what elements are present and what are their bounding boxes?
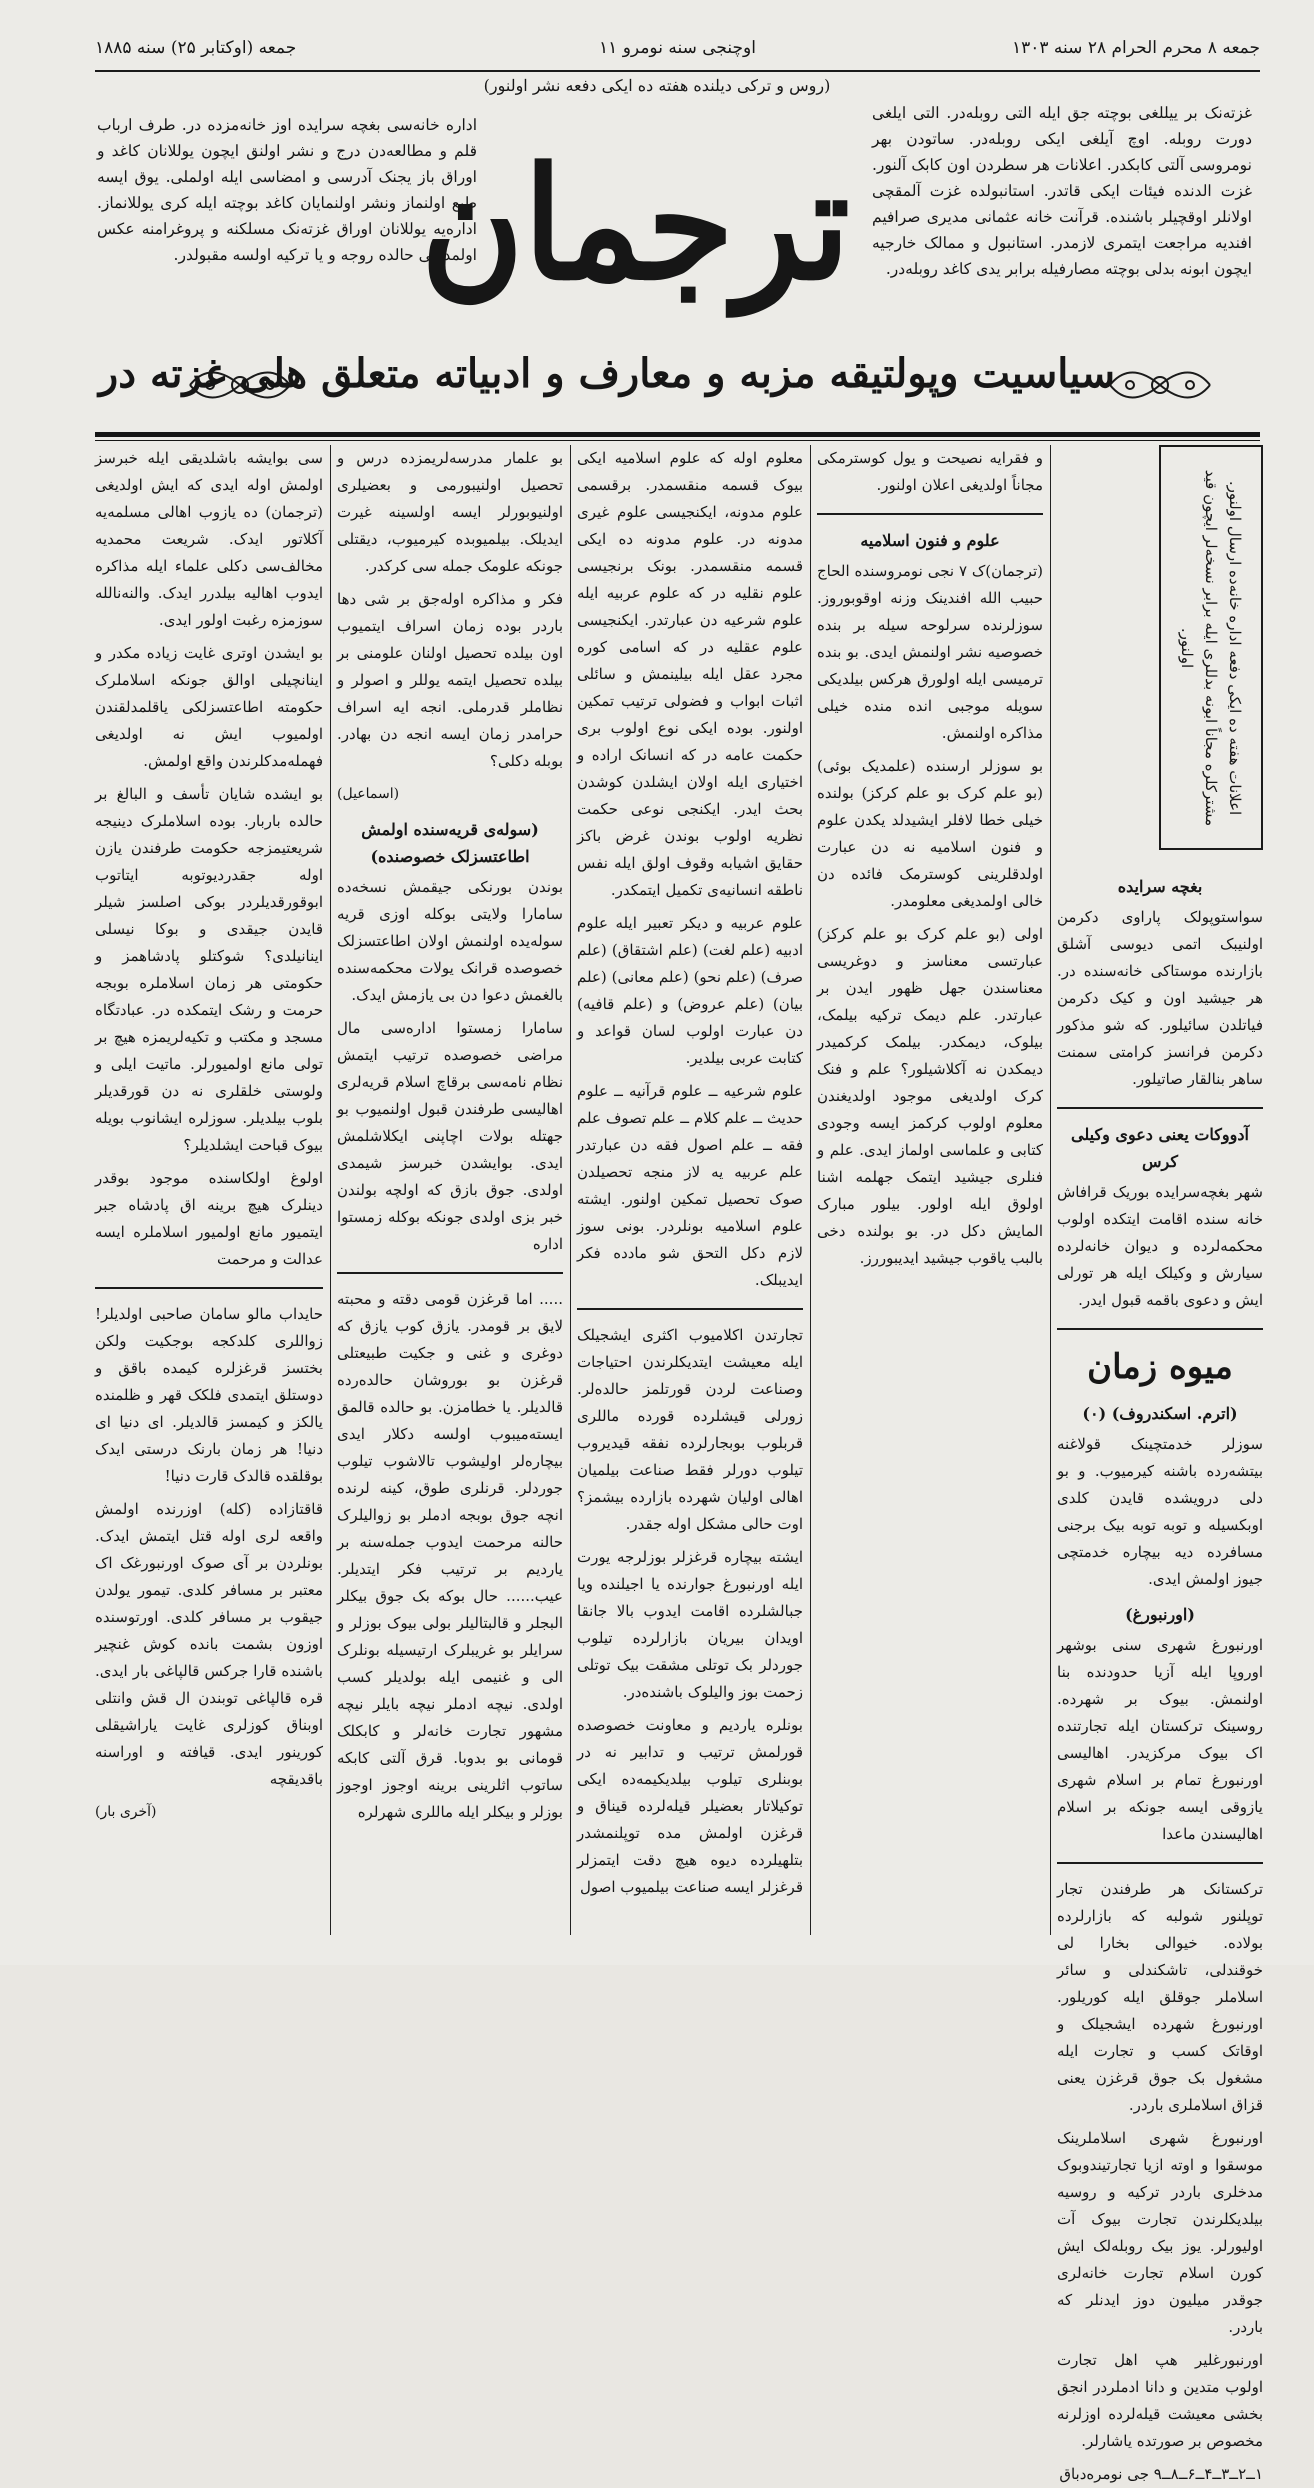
section-separator xyxy=(1057,1862,1263,1864)
article-paragraph: معلوم اوله که علوم اسلامیه ایکی بیوک قسمه منقسمدر. برقسمی علوم مدونه، ایکنجیسی علوم غیری مدونه در. علوم مدونه ده ایکی قسمه منقسمدر. بونک برنجیسی علوم نقلیه در که علوم عربیه ایله علوم شرعیه دن عبارتدر. ایکنجیسی علوم عقلیه در که اسامی کوره مجرد عقل ایله بیلینمش و سائلی اثبات ابواب و فضولی ترتیب تمکین اولنور. بوده ایکی نوع اولوب بری حکمت عامه در که انسانک اراده و اختیاری ایله اولان ایشلدن کوشدن بحث ایدر. ایکنجی نوعی حکمت نظریه اولوب بوندن غرض باکز حقایق اشیابه وقوف اولق ایله نفس ناطقه انسانیه‌ی تکمیل ایتمکدر. xyxy=(577,449,803,899)
article-signature: (آخری بار) xyxy=(95,1804,157,1820)
issue-number: اوچنجی سنه نومرو ۱۱ xyxy=(599,38,756,58)
article-paragraph: بو سوزلر ارسنده (علمدیک بوئی) (بو علم کرک بو علم کرکز) بولنده خیلی خطا لافلر ایشیدلد یکدن علوم و فنون اسلامیه نه دن عبارت اولدقلرینی کوسترمک فائده دن خالی اولمدیغی معلومدر. xyxy=(817,757,1043,910)
side-notice-text: اعلانات هفته ده ایکی دفعه اداره خانه‌ده ارسال اولنور. مشترکلره مجاناً ابونه بدللری ایله برابر نسخه‌لر ایچون قید اولنور. xyxy=(1178,469,1244,826)
article-paragraph: و فقرایه نصیحت و یول کوسترمکی مجاناً اولدیغی اعلان اولنور. xyxy=(817,449,1043,494)
section-heading: (اترم. اسکندروف) (۰) xyxy=(1082,1404,1238,1423)
administration-notice: اداره خانه‌سی بغچه سرایده اوز خانه‌مزده در. طرف ارباب قلم و مطالعه‌دن درج و نشر اولنق ایچون یوللانان کاغد و اوراق باز یجنک آدرسی و امضاسی ایله اولملی. یوق ایسه طبع اولنماز ونشر اولنمایان کاغد بوچته ایله کری یوللانماز. اداره‌یه یوللانان اوراق غزته‌نک مسلکنه و پروغرامنه عکس اولمدیغی حالده روجه و یا ترکیه اولسه مقبولدر. xyxy=(97,116,477,264)
section-separator xyxy=(1057,1107,1263,1109)
column-divider xyxy=(1050,445,1051,1935)
masthead-rule xyxy=(95,432,1260,437)
article-paragraph: بوندن بورنکی جیقمش نسخه‌ده سامارا ولایتی بوکله اوزی قریه سوله‌یده اولنمش اولان اطاعتسزلک خصوصده قرانک یولات محکمه‌سنده بالغمش دعوا دن بی یازمش ایدک. xyxy=(337,878,563,1004)
article-paragraph: ..... اما قرغزن قومی دقته و محبته لایق بر قومدر. یازق کوب یازق که دوغری و غنی و جکیت طبیعتلی قرغزن بو بوروشان حالده‌رده قالدیلر. یا خطامزن. بو حالده قالمق ایسته‌میبوب اولسه دکلار ایدی بیچاره‌لر اولیشوب تالاشوب تیلوب جوردلر. قرنلری طوق، کینه لرنده انچه جوق بوبجه ادملر بو زوالیلرک حالنه مرحمت ایدوب جمله‌سنه بر یاردیم بر ترتیب فکر ایتدیلر. عیب...... حال بوکه بک جوق بیکلر البجلر و قالبتالیلر بولی بیوک بوزلر و سرایلر بو غریبلرک ارتیسیله بونلرک الی و غنیمی ایله بولدیلر کسب اولدی. نیچه ادملر نیچه بایلر نیچه مشهور تجارت خانه‌لر و کابکلک قومانی بو بدوبا. قرق آلتی کابکه ساتوب اثلرینی برینه اوجوز اوجوز بوزلر و بیکلر ایله ماللری شهرلره xyxy=(337,1290,563,1821)
section-heading: بغچه سرایده xyxy=(1117,877,1203,896)
article-paragraph: سواستوپولک پاراوی دکرمن اولنیبک اتمی دیوسی آشلق بازارنده موستاکی خانه‌سنده در. هر جیشید اون و کیک دکرمن فیاتلدن سائیلور. که شو مذکور دکرمن فرانسز کرامتی سمنت ساهر بنالقار صاتیلور. xyxy=(1057,908,1263,1088)
header-bar xyxy=(95,30,1260,72)
section-heading: آدووکات یعنی دعوی وکیلی کرس xyxy=(1071,1125,1249,1171)
column-divider xyxy=(330,445,331,1935)
article-paragraph: اورنبورغ شهری اسلاملرینک موسقوا و اوته ازیا تجارتیندوبوک مدخلری باردر ترکیه و روسیه بیلدیکلرندن تجارت بیوک آت اولیورلر. یوز بیک روبله‌لک ایش کورن اسلام تجارت خانه‌لری جوقدر میلیون دوز ایدنلر که باردر. xyxy=(1057,2129,1263,2336)
article-paragraph: بو ایشده شایان تأسف و البالغ بر حالده باربار. بوده اسلاملرک دینیجه شریعتیمزجه حکومت طرفندن یازن اوله جقدردیوتوبه ایتاتوب ابوقورقدیلردر بوکی اصلسز شیلر قایدن جیقدی و بوکا نیسلی اینانیلدی؟ شوکتلو پادشاهمز و حکومتی هر زمان اسلاملره بوبجه حرمت و رشک ایتمکده در. عبادتگاه مسجد و مکتب و تکیه‌لریمزه هیچ بر تولی مانع اولمیورلر. ماتیت ایلی و ولوستی خلقلری نه دن قورقدیلر بلوب بیلدیلر. سوزلره ایشانوب بویله بیوک قباحت ایشلدیلر؟ xyxy=(95,785,323,1154)
article-paragraph: ترکستانک هر طرفندن تجار توپلنور شولبه که بازارلرده بولاده. خیوالی بخارا لی خوقندلی، تاشکندلی و سائر اسلاملر جوقلق ایله کوریلور. اورنبورغ شهرده ایشجیلک و اوقاتک کسب و تجارت ایله مشغول بک جوق قرغزن یعنی قزاق اسلاملری باردر. xyxy=(1057,1880,1263,2114)
right-ornament-icon xyxy=(1100,355,1220,415)
column-divider xyxy=(810,445,811,1935)
article-paragraph: تجارتدن اکلامیوب اکثری ایشجیلک ایله معیشت ایتدیکلرندن احتیاجات وصناعت لردن قورتلمز حالده‌لر. زورلی قیشلرده قورده ماللری قربلوب بوبجارلرده نفقه قیدیروب تیلوب دورلر فقط صناعت بیلمیان اهالی اولیان شهرده بازارده بیشمز؟ اوت حالی مشکل اوله جقدر. xyxy=(577,1326,803,1533)
masthead-title: ترجمان xyxy=(420,134,850,316)
section-heading: (اورنبورغ) xyxy=(1125,1605,1195,1624)
publication-frequency: (روس و ترکی دیلنده هفته ده ایکی دفعه نشر اولنور) xyxy=(483,76,831,95)
section-separator xyxy=(337,1272,563,1274)
article-paragraph: حایداب مالو سامان صاحبی اولدیلر! زواللری کلدکجه بوجکیت ولکن بختسز قرغزلره کیمده باقق و دوستلق ایتمدی فلکک قهر و ظلمنده یالکز و کیمسز قالدیلر. ای دنیا ای دنیا! هر زمان بارنک درستی ایدک بوقلقده قالدک قارت دنیا! xyxy=(95,1305,323,1485)
column-divider xyxy=(570,445,571,1935)
column-2 xyxy=(577,445,803,1935)
article-paragraph: اورنبورغلیر هپ اهل تجارت اولوب متدین و دانا ادملردر انجق بخشی معیشت قیله‌لرده اوزلرنه مخصوص بر صورتده یاشارلر. xyxy=(1057,2351,1263,2450)
article-paragraph: اورنبورغ شهری سنی بوشهر اوروپا ایله آزیا حدودنده بنا اولنمش. بیوک بر شهرده. روسینک ترکستان ایله تجارتنده اک بیوک مرکزیدر. اهالیسی اورنبورغ تمام بر اسلام شهری یازوقی ایسه جونکه بر اسلام اهالیسندن ماعدا xyxy=(1057,1636,1263,1843)
article-columns xyxy=(95,445,1263,2483)
article-paragraph: سی بوایشه باشلدیقی ایله خبرسز اولمش اوله ایدی که ایش اولدیغی (ترجمان) ده یازوب اهالی مسلمه‌یه آکلاتور ایدک. شریعت محمدیه مخالف‌سی دکلی علماء ایله مذاکره ایدوب اهالیه بیلدرر ایدک. والنه‌نالله سوزمزه رغبت اولور ایدی. xyxy=(95,449,323,629)
article-paragraph: شهر بغچه‌سرایده بوریک قرافاش خانه سنده اقامت ایتکده اولوب محکمه‌لرده و دیوان خانه‌لرده سیارش و وکیلک ایله هر تورلی ایش و دعوی باقمه قبول ایدر. xyxy=(1057,1183,1263,1309)
article-paragraph: بونلره یاردیم و معاونت خصوصده قورلمش ترتیب و تدابیر نه در بوبنلری تیلوب بیلدیکیمه‌ده ایکی توکیلاتار بعضیلر قیله‌لرده قیناق و قرغزن اولمش مده توپلنمشدر بتلهیلرده دیوه هیچ دقت ایتمزلر قرغزلر ایسه صناعت بیلمیوب اصول xyxy=(577,1716,803,1896)
article-paragraph: بو ایشدن اوتری غایت زیاده مکدر و اینانچیلی اوالق جونکه اسلاملرک حکومته اطاعتسزلکی یاقلمدلقندن اولمیوب ایش نه اولدیغی فهمله‌مدکلرندن واقع اولمش. xyxy=(95,644,323,770)
section-separator xyxy=(577,1308,803,1310)
hijri-date: جمعه ۸ محرم الحرام ۲۸ سنه ۱۳۰۳ xyxy=(1012,38,1260,58)
column-3 xyxy=(337,445,563,1935)
article-paragraph: اولی (بو علم کرک بو علم کرکز) عبارتسی معناسز و دوغریسی معناسندن جهل ظهور ایدن بر عبارتدر. علم دیمک ترکیه بیلمک، بیلوک، دیمکدر. بیلمک کرکمیدر دیمکدن نه آکلاشیلور؟ علم و فنک کرک اولدیغی موجود اولدیغندن معلوم اولوب کرکمز ایسه وجودی کتابی و علماسی اولماز ایدی. علم و فنلری جیشید ایتمک جهلمه اشنا اولوق ایله اولور. بیلور مبارک المایش دکل در. بو بولنده دخی بالبب یاقوب جیشید ایدیبوررز. xyxy=(817,925,1043,1267)
article-paragraph: فکر و مذاکره اوله‌جق بر شی دها باردر بوده زمان اسراف ایتمیوب اون بیلده تحصیل اولنان علومنی بر بیلده تحصیل ایتمه یوللر و اصولر و نظاملر قدرملی. انجه ایه اسراف حرامدر زمان ایسه انجه دن بهادر. بوبله دکلی؟ xyxy=(337,590,563,770)
section-separator xyxy=(1057,1328,1263,1330)
masthead-tagline: سیاسیت وپولتیقه مزبه و معارف و ادبیاته متعلق هلی غزته در xyxy=(98,350,1115,397)
masthead xyxy=(420,120,850,330)
article-paragraph: سامارا زمستوا اداره‌سی مال مراضی خصوصده ترتیب ایتمش نظام نامه‌سی برقاچ اسلام قریه‌لری اهالیسی طرفندن قبول اولنمیوب بو جهتله بولات اچاپنی ایکلاشلمش ایدی. بوایشدن خبرسز شیمدی اولدی. جوق بازق که اولچه بولندن خبر بزی اولدی جونکه بوکله زمستوا اداره xyxy=(337,1019,563,1253)
section-separator xyxy=(817,513,1043,515)
section-separator xyxy=(95,1287,323,1289)
article-paragraph: علوم عربیه و دیکر تعبیر ایله علوم ادبیه (علم لغت) (علم اشتقاق) (علم صرف) (علم نحو) (علم معانی) (علم بیان) (علم عروض) و (علم قافیه) دن عبارت اولوب لسان قواعد و کتابت عربی بیلدیر. xyxy=(577,914,803,1067)
column-1 xyxy=(817,445,1043,1935)
article-paragraph: علوم شرعیه ــ علوم قرآنیه ــ علوم حدیث ــ علم کلام ــ علم تصوف علم فقه ــ علم اصول فقه دن عبارتدر علم عربیه یه لاز منجه تحصیلدن صوک تحصیل تمکین اولنور. ایشته علوم اسلامیه بونلردر. بونی سوز لازم دکل التحق شو مادده فکر ایدیبلک. xyxy=(577,1082,803,1289)
section-heading: (سوله‌ی قریه‌سنده اولمش اطاعتسزلک خصوصنده) xyxy=(361,820,539,866)
article-paragraph: سوزلر خدمتچینک قولاغنه بیتشه‌رده باشنه کیرمیوب. و بو دلی درویشده قایدن کلدی اوبکسیله و توبه توبه بیک برجنی مسافرده دیه بیچاره خدمتچی جیوز اولمش ایدی. xyxy=(1057,1435,1263,1588)
masthead-rule-thin xyxy=(95,440,1260,441)
article-paragraph: قاقتازاده (کله) اوزرنده اولمش واقعه لری اوله قتل ایتمش ایدک. بونلردن بر آی صوک اورنبورغک اک معتبر بر مسافر کلدی. تیمور یولدن جیقوب بر مسافر کلدی. اورتوسنده اوزون بشمت بانده کوش غنچیر باشنده قارا جرکس قالپاغی بار ایدی. قره قالپاغی توبندن ال قش وانتلی اوبناق کوزلری غایت یاراشیقلی کورینور ایدی. قیافته و اوراسنه باقدیقچه xyxy=(95,1500,323,1788)
article-paragraph: ایشته بیچاره قرغزلر بوزلرجه یورت ایله اورنبورغ جوارنده یا اجیلنده ویا جبالشلرده اقامت ایدوب بالا جانقا اویدان بیریان بازارلرده تیلوب جوردلر بک توتلی مشقت بیک توتلی زحمت بوز والیلوک باشنده‌در. xyxy=(577,1548,803,1701)
column-4 xyxy=(95,445,323,1935)
article-paragraph: اولوغ اولکاسنده موجود بوقدر دینلرک هیچ برینه اق پادشاه جبر ایتمیور مانع اولمیور اسلاملره ایسه عدالت و مرحمت xyxy=(95,1169,323,1268)
article-paragraph: ۱ــ۲ــ۳ــ۴ــ۶ــ۸ــ۹ جی نومره‌دباق xyxy=(1059,2465,1263,2483)
section-heading: علوم و فنون اسلامیه xyxy=(860,531,1000,550)
gregorian-date: جمعه (اوکتابر ۲۵) سنه ۱۸۸۵ xyxy=(95,38,297,58)
article-paragraph: بو علمار مدرسه‌لریمزده درس و تحصیل اولنیبورمی و بعضیلری اولنیوبورلر ایسه اولسینه غیرت ایدیلک. بیلمیوبده کیرمیوب، دیقتلی جونکه علومک جمله سی کرکدر. xyxy=(337,449,563,575)
article-signature: (اسماعیل) xyxy=(337,786,400,802)
feuilleton-heading: میوه زمان xyxy=(1087,1347,1233,1387)
subscription-notice: غزته‌نک بر ییللغی بوچته جق ایله التی روبله‌در. التی ایلغی دورت روبله. اوچ آیلغی ایکی روبله‌در. ساتودن بهر نومروسی آلتی کابکدر. اعلانات هر سطردن اون کابک آلنور. غزت الدنده فیئات ایکی قاتدر. استانبولده غزت آلمقچی اولانلر اوقچیلر باشنده. قرآنت خانه عثمانی مدیری صرافیم افندیه مراجعت ایتمری لازمدر. استانبول و ممالک خارجیه ایچون ابونه بدلی بوچته مصارفیله برابر یدی کاغد روبله‌در. xyxy=(872,104,1252,278)
side-notice-box xyxy=(1159,445,1263,850)
article-paragraph: (ترجمان)ک ۷ نجی نومروسنده الحاج حبیب الله افندینک وزنه اوقوبوروز. سوزلرنده سرلوحه سیله بر بنده خصوصیه نشر اولنمش ایدی. بو بنده ترمیسی ایله اولورق هرکس بیلدیکی سویله موجبی انده منده خیلی مذاکره اولنمش. xyxy=(817,562,1043,742)
